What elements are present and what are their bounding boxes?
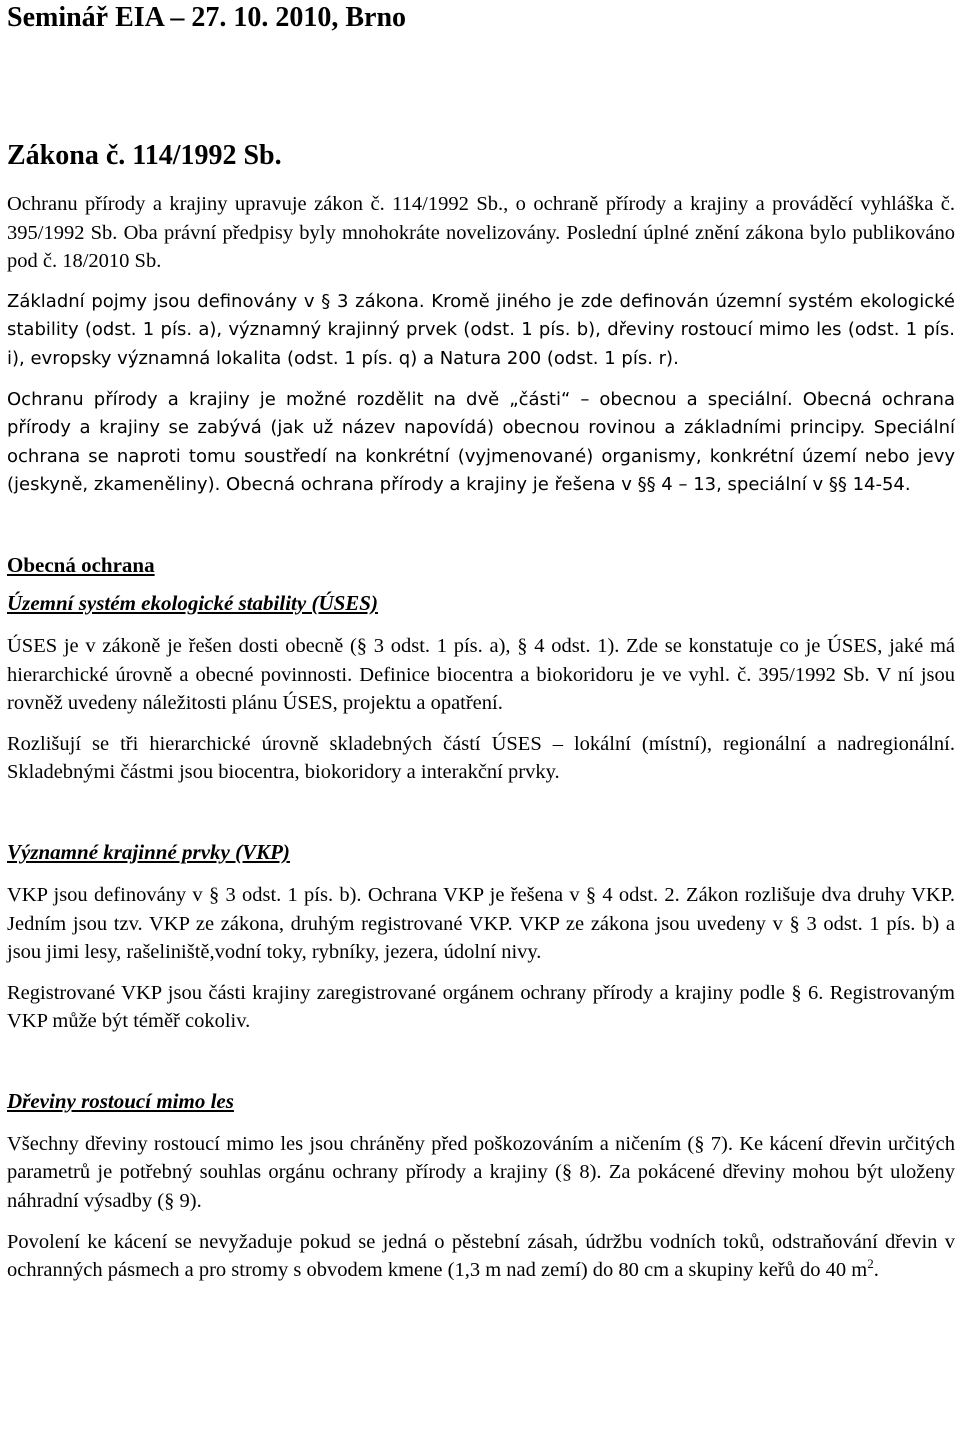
trees-paragraph-2: [7, 1228, 955, 1285]
uses-heading: Územní systém ekologické stability (ÚSES): [7, 590, 378, 615]
law-title: Zákona č. 114/1992 Sb.: [7, 140, 282, 171]
trees-paragraph-1: Všechny dřeviny rostoucí mimo les jsou chráněny před poškozováním a ničením (§ 7). Ke kácení dřevin určitých parametrů je potřebný souhlas orgánu ochrany přírody a krajiny (§ 8). Za pokácené dřeviny mohou být uloženy náhradní výsadby (§ 9).: [7, 1132, 955, 1213]
law-intro-paragraph: Ochranu přírody a krajiny upravuje zákon č. 114/1992 Sb., o ochraně přírody a krajiny a prováděcí vyhláška č. 395/1992 Sb. Oba právní předpisy byly mnohokráte novelizovány. Poslední úplné znění zákona bylo publikováno pod č. 18/2010 Sb.: [7, 193, 955, 273]
basic-terms-paragraph: Základní pojmy jsou definovány v § 3 zákona. Kromě jiného je zde definován územní systém ekologické stability (odst. 1 pís. a), významný krajinný prvek (odst. 1 pís. b), dřeviny rostoucí mimo les (odst. 1 pís. i), evropsky významná lokalita (odst. 1 pís. q) a Natura 200 (odst. 1 pís. r).: [7, 290, 955, 369]
general-protection-heading: Obecná ochrana: [7, 552, 155, 577]
vkp-heading: Významné krajinné prvky (VKP): [7, 839, 290, 864]
vkp-paragraph-2: Registrované VKP jsou části krajiny zaregistrované orgánem ochrany přírody a krajiny podle § 6. Registrovaným VKP může být téměř cokoliv.: [7, 981, 955, 1033]
uses-paragraph-2: Rozlišují se tři hierarchické úrovně skladebných částí ÚSES – lokální (místní), regionální a nadregionální. Skladebnými částmi jsou biocentra, biokoridory a interakční prvky.: [7, 732, 955, 784]
square-superscript: 2: [867, 1256, 874, 1272]
document-page: [7, 0, 955, 1285]
trees-heading: Dřeviny rostoucí mimo les: [7, 1088, 234, 1113]
protection-types-paragraph: Ochranu přírody a krajiny je možné rozdělit na dvě „části“ – obecnou a speciální. Obecná ochrana přírody a krajiny se zabývá (jak už název napovídá) obecnou rovinou a základními principy. Speciální ochrana se naproti tomu soustředí na konkrétní (vyjmenované) organismy, konkrétní území nebo jevy (jeskyně, zkameněliny). Obecná ochrana přírody a krajiny je řešena v §§ 4 – 13, speciální v §§ 14-54.: [7, 388, 955, 496]
trees-paragraph-2-text: Povolení ke kácení se nevyžaduje pokud se jedná o pěstební zásah, údržbu vodních toků, odstraňování dřevin v ochranných pásmech a pro stromy s obvodem kmene (1,3 m nad zemí) do 80 cm a skupiny keřů do 40 m: [7, 1230, 955, 1282]
vkp-paragraph-1: VKP jsou definovány v § 3 odst. 1 pís. b). Ochrana VKP je řešena v § 4 odst. 2. Zákon rozlišuje dva druhy VKP. Jedním jsou tzv. VKP ze zákona, druhým registrované VKP. VKP ze zákona jsou uvedeny v § 3 odst. 1 pís. b) a jsou jimi lesy, rašeliniště,vodní toky, rybníky, jezera, údolní nivy.: [7, 883, 955, 964]
document-title: Seminář EIA – 27. 10. 2010, Brno: [7, 2, 407, 33]
uses-paragraph-1: ÚSES je v zákoně je řešen dosti obecně (§ 3 odst. 1 pís. a), § 4 odst. 1). Zde se konstatuje co je ÚSES, jaké má hierarchické úrovně a obecné povinnosti. Definice biocentra a biokoridoru je ve vyhl. č. 395/1992 Sb. V ní jsou rovněž uvedeny náležitosti plánu ÚSES, projektu a opatření.: [7, 634, 955, 715]
trees-paragraph-2-end: .: [873, 1259, 879, 1282]
